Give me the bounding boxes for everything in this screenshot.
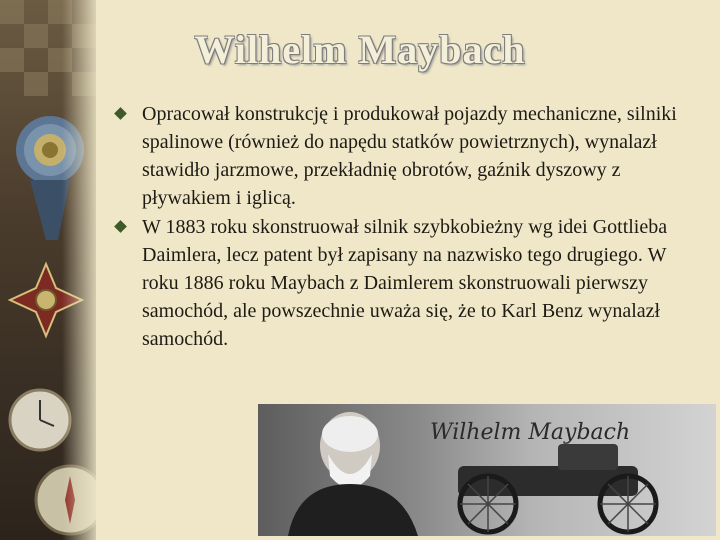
bullet-text: Opracował konstrukcję i produkował pojazdy mechaniczne, silniki spalinowe (również do napędu statków powietrznych), wynalazł stawidło jarzmowe, przekładnię obrotów, gaźnik dyszowy z pływakiem i iglicą. [142, 103, 677, 209]
slide-title: Wilhelm Maybach [194, 27, 526, 72]
bullet-text: W 1883 roku skonstruował silnik szybkobieżny wg idei Gottlieba Daimlera, lecz patent był zapisany na nazwisko tego drugiego. W roku 1886 roku Maybach z Daimlerem skonstruowali pierwszy samochód, ale powszechnie uważa się, że to Karl Benz wynalazł samochód. [142, 216, 668, 350]
signature: Wilhelm Maybach [430, 420, 631, 445]
bullet-list [112, 100, 677, 354]
slide-title-container [0, 26, 720, 73]
diamond-bullet-icon [114, 220, 127, 233]
bullet-item [112, 213, 677, 353]
diamond-bullet-icon [114, 107, 127, 120]
decorative-side-image [0, 0, 96, 540]
bullet-item [112, 100, 677, 212]
